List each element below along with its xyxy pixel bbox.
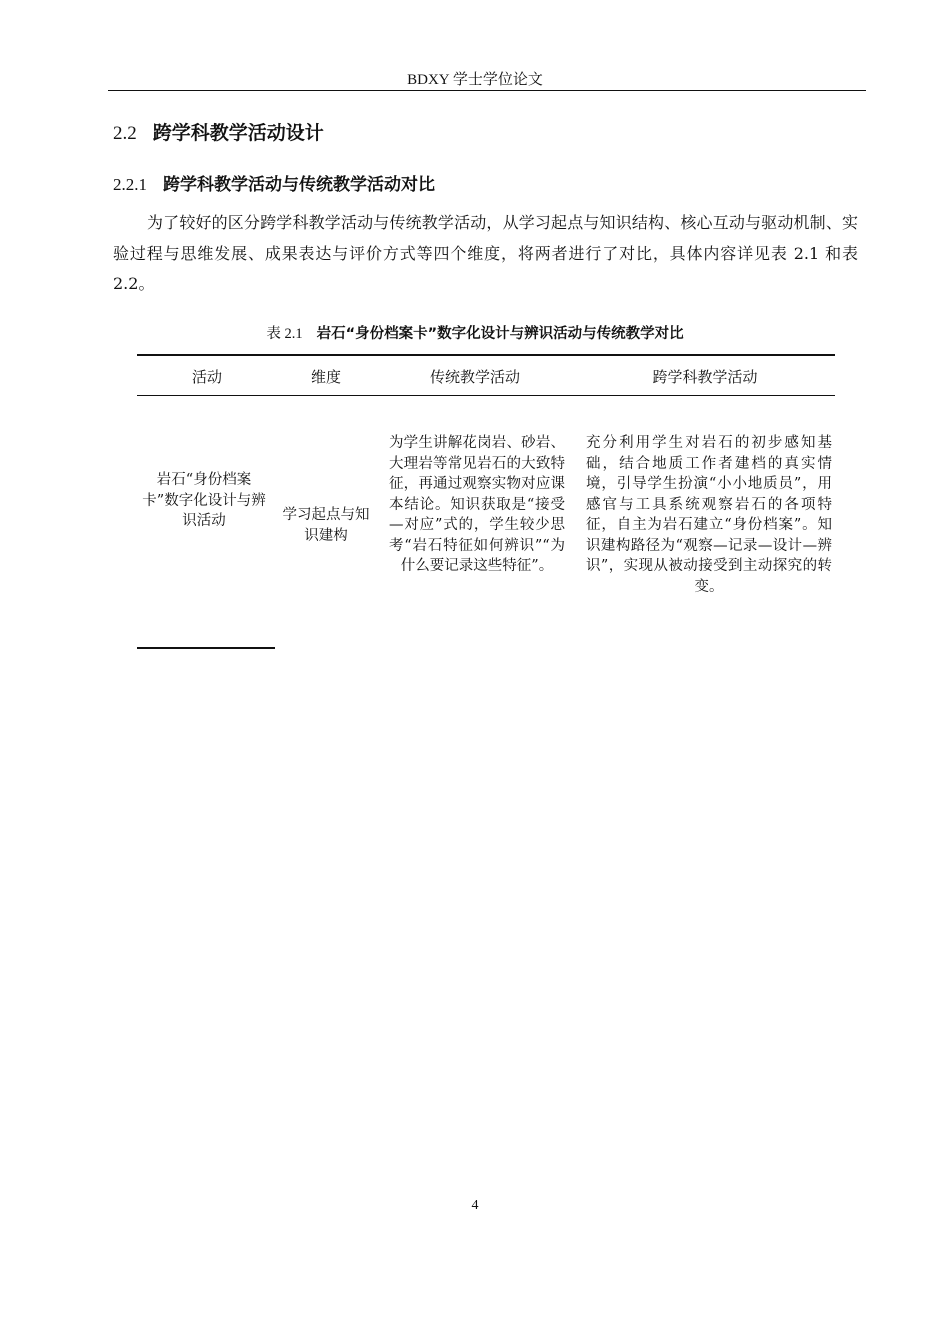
table-bottom-rule — [137, 647, 275, 649]
table-header-interdisciplinary: 跨学科教学活动 — [652, 368, 758, 386]
table-caption — [0, 322, 950, 343]
table-header-activity: 活动 — [191, 368, 222, 386]
subsection-title: 跨学科教学活动与传统教学活动对比 — [163, 175, 435, 195]
table-cell-traditional: 为学生讲解花岗岩、砂岩、大理岩等常见岩石的大致特征，再通过观察实物对应课本结论。知识获取是“接受—对应”式的，学生较少思考“岩石特征如何辨识”“为什么要记录这些特征”。 — [389, 435, 565, 574]
table-header-traditional: 传统教学活动 — [429, 368, 520, 386]
section-heading — [113, 118, 324, 145]
table-header-rule — [137, 395, 835, 396]
header-rule — [108, 90, 866, 91]
table-cell-dimension: 学习起点与知识建构 — [282, 507, 370, 544]
section-number: 2.2 — [113, 123, 137, 144]
body-paragraph: 为了较好的区分跨学科教学活动与传统教学活动，从学习起点与知识结构、核心互动与驱动机制、实验过程与思维发展、成果表达与评价方式等四个维度，将两者进行了对比，具体内容详见表 2.1 和表 2.2。 — [113, 213, 858, 293]
subsection-heading — [113, 170, 435, 195]
header-title: BDXY 学士学位论文 — [407, 72, 543, 88]
subsection-number: 2.2.1 — [113, 175, 147, 194]
table-cell-activity: 岩石“身份档案卡”数字化设计与辨识活动 — [142, 472, 266, 529]
table-caption-title: 岩石“身份档案卡”数字化设计与辨识活动与传统教学对比 — [316, 326, 684, 342]
page-number: 4 — [471, 1198, 479, 1213]
section-title: 跨学科教学活动设计 — [152, 122, 324, 144]
table-cell-interdisciplinary: 充分利用学生对岩石的初步感知基础，结合地质工作者建档的真实情境，引导学生扮演“小小地质员”，用感官与工具系统观察岩石的各项特征，自主为岩石建立“身份档案”。知识建构路径为“观察—记录—设计—辨识”，实现从被动接受到主动探究的转变。 — [586, 435, 832, 595]
table-top-rule — [137, 354, 835, 356]
table-header-dimension: 维度 — [310, 368, 341, 386]
table-caption-number: 表 2.1 — [266, 326, 303, 342]
